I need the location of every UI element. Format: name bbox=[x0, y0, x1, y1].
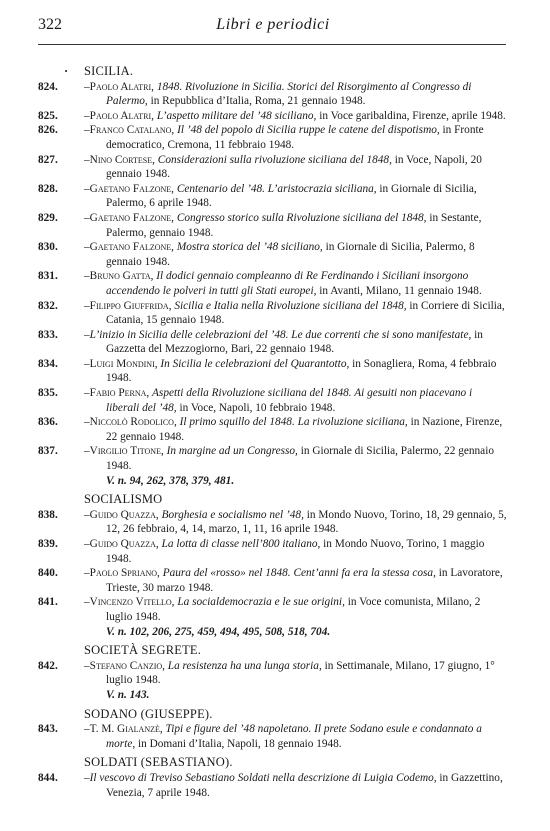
entry-dash: – bbox=[84, 328, 90, 341]
bibliography-entry bbox=[38, 595, 508, 624]
bibliography-entry bbox=[38, 211, 508, 240]
entry-number: 829. bbox=[38, 211, 58, 224]
entry-number: 830. bbox=[38, 241, 58, 254]
entry-author: Paolo Spriano, bbox=[89, 567, 160, 580]
entry-publication: in Gazzetta del Mezzogiorno, Bari, 22 gennaio 1948. bbox=[106, 328, 483, 356]
entry-dash: – bbox=[84, 596, 90, 609]
entry-author: Guido Quazza, bbox=[89, 508, 159, 521]
entry-dash: – bbox=[84, 241, 90, 254]
entry-title: Il vescovo di Treviso Sebastiano Soldati nella descrizione di Luigia Codemo, bbox=[89, 771, 437, 784]
entry-number: 828. bbox=[38, 182, 58, 195]
entry-title: Aspetti della Rivoluzione siciliana del 1848. Ai gesuiti non piacevano i liberali del ’48, bbox=[106, 387, 473, 414]
entry-dash: – bbox=[84, 567, 90, 580]
entry-title: Sicilia e Italia nella Rivoluzione siciliana del 1848, bbox=[174, 299, 407, 312]
bibliography-entry bbox=[38, 182, 508, 211]
bibliography-entry bbox=[38, 566, 508, 595]
entry-dash: – bbox=[84, 659, 90, 672]
entry-title: 1848. Rivoluzione in Sicilia. Storici del Risorgimento al Congresso di Palermo, bbox=[106, 80, 472, 108]
entry-title: In margine ad un Congresso, bbox=[166, 445, 298, 458]
entry-publication: in Voce garibaldina, Firenze, aprile 1948. bbox=[319, 109, 506, 122]
entry-title: In Sicilia le celebrazioni del Quarantotto, bbox=[160, 357, 350, 370]
entry-title: Paura del «rosso» nel 1848. Cent’anni fa era la stessa cosa, bbox=[162, 567, 436, 580]
bibliography-entry bbox=[38, 771, 508, 800]
entry-title: La lotta di classe nell’800 italiano, bbox=[161, 538, 321, 550]
entry-author: Gaetano Falzone, bbox=[89, 241, 174, 254]
entry-dash: – bbox=[84, 211, 90, 224]
entry-number: 842. bbox=[38, 659, 58, 672]
entry-title: Il ’48 del popolo di Sicilia ruppe le catene del dispotismo, bbox=[177, 124, 440, 137]
bibliography-entry bbox=[38, 444, 508, 473]
entry-publication: in Corriere di Sicilia, Catania, 15 gennaio 1948. bbox=[106, 299, 505, 327]
bibliography-entry bbox=[38, 508, 508, 537]
entry-author: Vincenzo Vitello, bbox=[89, 596, 175, 609]
entry-publication: in Lavoratore, Trieste, 30 marzo 1948. bbox=[106, 567, 503, 594]
entry-author: Franco Catalano, bbox=[89, 124, 175, 137]
entry-author: Gaetano Falzone, bbox=[89, 182, 174, 195]
header-rule bbox=[38, 44, 506, 45]
section-heading: SOCIETÀ SEGRETE. bbox=[84, 643, 202, 658]
entry-title: Mostra storica del ’48 siciliano, bbox=[176, 241, 323, 254]
entry-number: 841. bbox=[38, 596, 58, 609]
cross-reference: V. n. 143. bbox=[106, 688, 150, 701]
entry-number: 831. bbox=[38, 270, 58, 283]
entry-dash: – bbox=[84, 270, 90, 283]
entry-title: Il dodici gennaio compleanno di Re Ferdinando i Siciliani insorgono accendendo le polveri in tutti gli Stati europei, bbox=[106, 270, 469, 297]
bibliography-entry bbox=[38, 357, 508, 386]
entry-publication: in Repubblica d’Italia, Roma, 21 gennaio 1948. bbox=[150, 95, 366, 108]
bibliography-entry bbox=[38, 269, 508, 298]
entry-dash: – bbox=[84, 153, 90, 166]
entry-author: Bruno Gatta, bbox=[89, 270, 154, 283]
bibliography-entry bbox=[38, 722, 508, 751]
entry-publication: in Nazione, Firenze, 22 gennaio 1948. bbox=[106, 416, 503, 443]
entry-number: 843. bbox=[38, 723, 58, 736]
entry-dash: – bbox=[84, 299, 90, 312]
entry-title: Borghesia e socialismo nel ’48, bbox=[161, 508, 304, 521]
entry-dash: – bbox=[84, 124, 90, 137]
entry-dash: – bbox=[84, 723, 90, 736]
entry-publication: in Settimanale, Milano, 17 giugno, 1° luglio 1948. bbox=[106, 659, 495, 687]
bibliography-entry bbox=[38, 415, 508, 444]
entry-number: 840. bbox=[38, 567, 58, 580]
entry-publication: in Fronte democratico, Cremona, 11 febbraio 1948. bbox=[106, 124, 484, 151]
entry-publication: in Mondo Nuovo, Torino, 1 maggio 1948. bbox=[106, 538, 485, 565]
entry-author: Luigi Mondini, bbox=[89, 357, 158, 370]
cross-reference: V. n. 94, 262, 378, 379, 481. bbox=[106, 474, 235, 487]
entry-publication: in Voce, Napoli, 10 febbraio 1948. bbox=[179, 401, 336, 414]
entry-number: 827. bbox=[38, 153, 58, 166]
section-heading: SOCIALISMO bbox=[84, 492, 163, 507]
entry-number: 834. bbox=[38, 357, 58, 370]
page-number: 322 bbox=[38, 16, 62, 33]
entry-publication: in Voce, Napoli, 20 gennaio 1948. bbox=[106, 153, 482, 181]
bibliography-entry bbox=[38, 123, 508, 152]
entry-author: T. M. Gialanzè, bbox=[89, 723, 163, 736]
bibliography-list bbox=[38, 60, 508, 800]
entry-author: Filippo Giuffrida, bbox=[89, 299, 172, 312]
entry-publication: in Giornale di Sicilia, Palermo, 6 aprile 1948. bbox=[106, 182, 477, 210]
bibliography-entry bbox=[38, 80, 508, 109]
entry-title: L’inizio in Sicilia delle celebrazioni del ’48. Le due correnti che si sono manifestate, bbox=[89, 328, 472, 341]
section-heading: SODANO (GIUSEPPE). bbox=[84, 706, 213, 721]
entry-number: 825. bbox=[38, 109, 58, 122]
entry-number: 837. bbox=[38, 445, 58, 458]
bibliography-entry bbox=[38, 537, 508, 566]
entry-title: L’aspetto militare del ’48 siciliano, bbox=[156, 109, 317, 122]
entry-author: Stefano Canzio, bbox=[89, 659, 165, 672]
entry-publication: in Domani d’Italia, Napoli, 18 gennaio 1948. bbox=[138, 737, 342, 750]
entry-number: 824. bbox=[38, 80, 58, 93]
section-heading: · SICILIA. bbox=[84, 64, 508, 79]
entry-title: La socialdemocrazia e le sue origini, bbox=[177, 596, 345, 609]
bibliography-entry bbox=[38, 109, 508, 124]
entry-number: 826. bbox=[38, 124, 58, 137]
bibliography-entry bbox=[38, 386, 508, 415]
entry-dash: – bbox=[84, 109, 90, 122]
entry-author: Guido Quazza, bbox=[89, 538, 159, 550]
entry-publication: in Sestante, Palermo, gennaio 1948. bbox=[106, 211, 482, 239]
entry-number: 833. bbox=[38, 328, 58, 341]
entry-publication: in Giornale di Sicilia, Palermo, 22 gennaio 1948. bbox=[106, 445, 494, 473]
entry-author: Fabio Perna, bbox=[89, 387, 150, 400]
entry-title: Tipi e figure del ’48 napoletano. Il prete Sodano esule e condannato a morte, bbox=[106, 723, 482, 750]
entry-dash: – bbox=[84, 771, 90, 784]
entry-title: Considerazioni sulla rivoluzione siciliana del 1848, bbox=[157, 153, 392, 166]
entry-author: Paolo Alatri, bbox=[89, 109, 155, 122]
entry-dash: – bbox=[84, 182, 90, 195]
entry-author: Paolo Alatri, bbox=[89, 80, 155, 93]
entry-number: 836. bbox=[38, 416, 58, 429]
entry-publication: in Giornale di Sicilia, Palermo, 8 gennaio 1948. bbox=[106, 241, 475, 268]
entry-number: 835. bbox=[38, 387, 58, 400]
bibliography-entry bbox=[38, 659, 508, 688]
entry-number: 844. bbox=[38, 771, 58, 784]
entry-publication: in Mondo Nuovo, Torino, 18, 29 gennaio, 5, 12, 26 febbraio, 4, 14, marzo, 1, 11, 16 aprile 1948. bbox=[106, 508, 507, 536]
entry-dash: – bbox=[84, 508, 90, 521]
cross-reference: V. n. 102, 206, 275, 459, 494, 495, 508, 518, 704. bbox=[106, 625, 331, 638]
entry-publication: in Voce comunista, Milano, 2 luglio 1948. bbox=[106, 596, 481, 623]
entry-publication: in Gazzettino, Venezia, 7 aprile 1948. bbox=[106, 771, 503, 799]
bibliography-entry bbox=[38, 240, 508, 269]
entry-author: Niccolò Rodolico, bbox=[89, 416, 177, 429]
entry-author: Gaetano Falzone, bbox=[89, 211, 174, 224]
entry-title: Congresso storico sulla Rivoluzione siciliana del 1848, bbox=[176, 211, 427, 224]
entry-number: 832. bbox=[38, 299, 58, 312]
entry-publication: in Sonagliera, Roma, 4 febbraio 1948. bbox=[106, 357, 497, 385]
entry-title: Centenario del ’48. L’aristocrazia siciliana, bbox=[176, 182, 377, 195]
bibliography-entry bbox=[38, 153, 508, 182]
bibliography-entry bbox=[38, 328, 508, 357]
entry-title: La resistenza ha una lunga storia, bbox=[167, 659, 322, 672]
entry-dash: – bbox=[84, 416, 90, 429]
entry-number: 838. bbox=[38, 508, 58, 521]
entry-dash: – bbox=[84, 80, 90, 93]
entry-publication: in Avanti, Milano, 11 gennaio 1948. bbox=[319, 284, 482, 297]
entry-dash: – bbox=[84, 357, 90, 370]
page-header bbox=[38, 14, 508, 40]
entry-author: Nino Cortese, bbox=[89, 153, 155, 166]
entry-number: 839. bbox=[38, 538, 58, 550]
entry-author: Virgilio Titone, bbox=[89, 445, 164, 458]
entry-dash: – bbox=[84, 387, 90, 400]
running-title: Libri e periodici bbox=[216, 16, 330, 33]
entry-dash: – bbox=[84, 538, 90, 550]
entry-title: Il primo squillo del 1848. La rivoluzione siciliana, bbox=[179, 416, 408, 429]
section-heading: SOLDATI (SEBASTIANO). bbox=[84, 755, 233, 770]
entry-dash: – bbox=[84, 445, 90, 458]
bibliography-entry bbox=[38, 299, 508, 328]
